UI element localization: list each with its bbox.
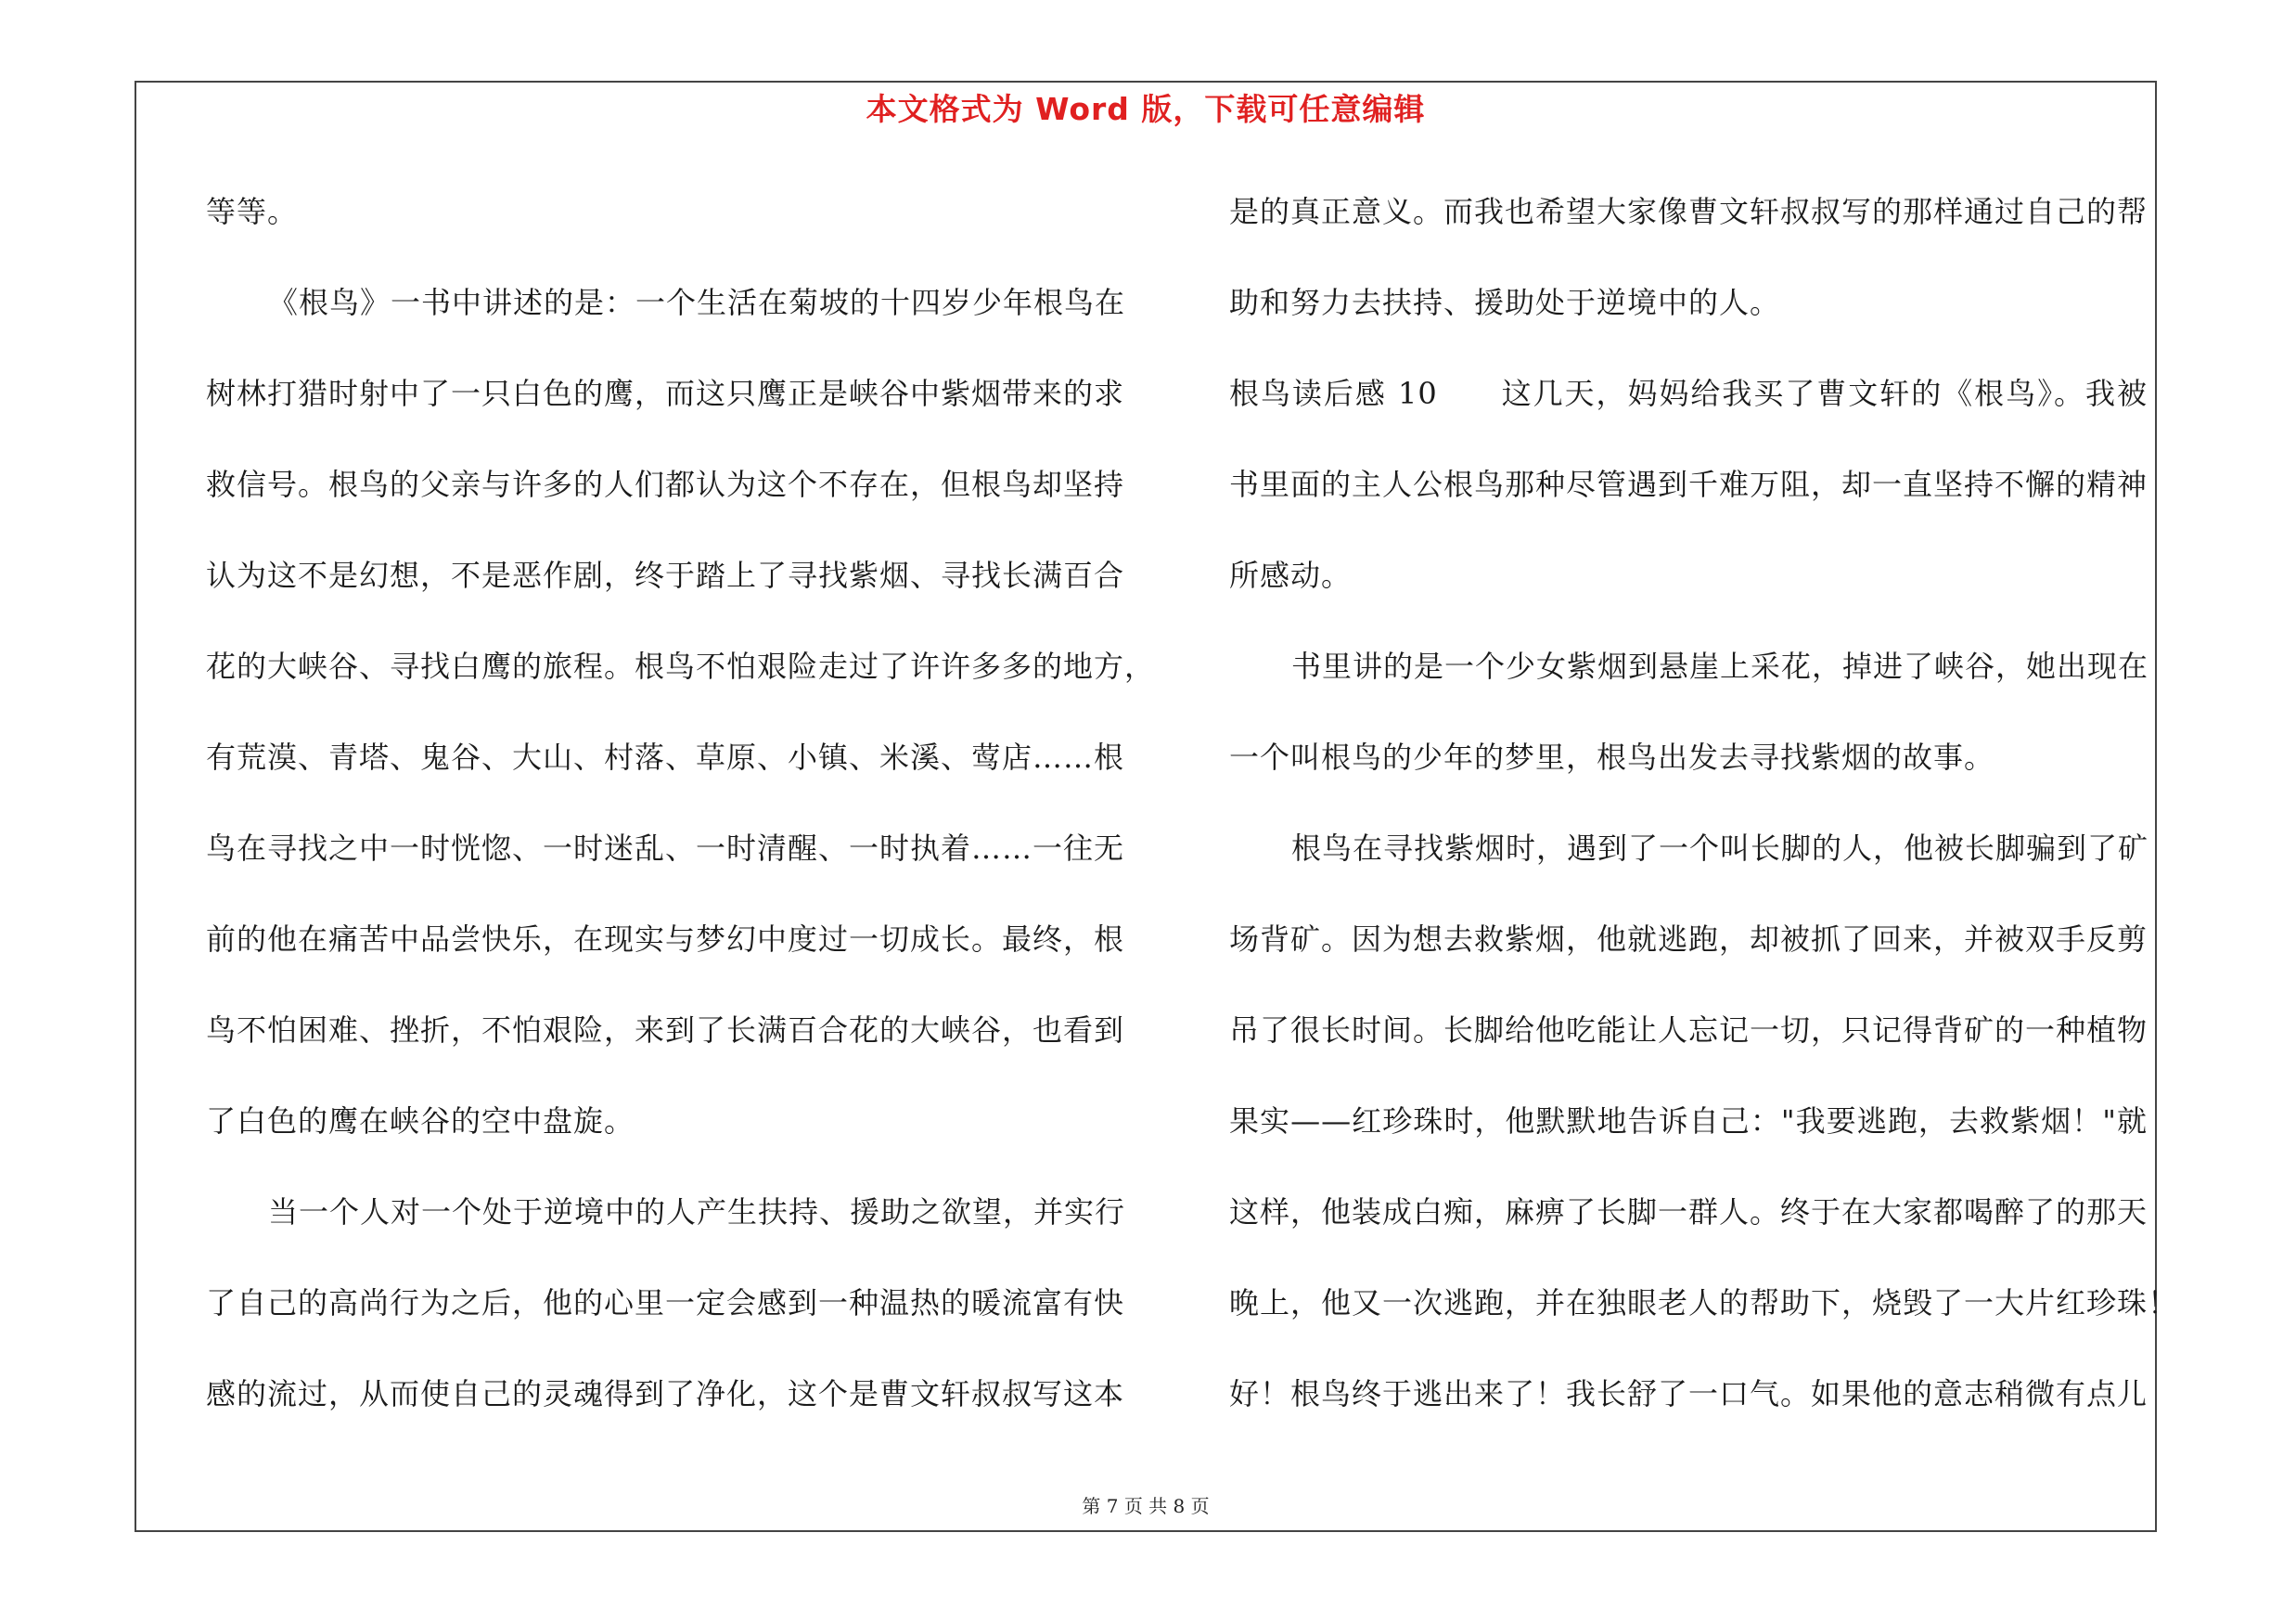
text-line: 认为这不是幻想，不是恶作剧，终于踏上了寻找紫烟、寻找长满百合: [206, 558, 1125, 593]
text-line: 花的大峡谷、寻找白鹰的旅程。根鸟不怕艰险走过了许许多多的地方，: [206, 649, 1156, 684]
text-line: 所感动。: [1229, 558, 1353, 593]
text-line: 吊了很长时间。长脚给他吃能让人忘记一切，只记得背矿的一种植物: [1229, 1012, 2148, 1048]
text-line: 了白色的鹰在峡谷的空中盘旋。: [206, 1103, 635, 1139]
text-line: 书里面的主人公根鸟那种尽管遇到千难万阻，却一直坚持不懈的精神: [1229, 467, 2148, 502]
text-line: 感的流过，从而使自己的灵魂得到了净化，这个是曹文轩叔叔写这本: [206, 1376, 1125, 1411]
text-line: 根鸟读后感 10 这几天，妈妈给我买了曹文轩的《根鸟》。我被: [1229, 376, 2148, 411]
text-line: 救信号。根鸟的父亲与许多的人们都认为这个不存在，但根鸟却坚持: [206, 467, 1125, 502]
text-line: 等等。: [206, 194, 299, 229]
text-line: 鸟不怕困难、挫折，不怕艰险，来到了长满百合花的大峡谷，也看到: [206, 1012, 1125, 1048]
text-line: 有荒漠、青塔、鬼谷、大山、村落、草原、小镇、米溪、莺店……根: [206, 740, 1125, 775]
text-line: 了自己的高尚行为之后，他的心里一定会感到一种温热的暖流富有快: [206, 1285, 1125, 1320]
text-line: 场背矿。因为想去救紫烟，他就逃跑，却被抓了回来，并被双手反剪: [1229, 921, 2148, 957]
right-text-column: [1229, 184, 2179, 1457]
page-number-footer: 第 7 页 共 8 页: [1082, 1495, 1210, 1517]
text-line: 根鸟在寻找紫烟时，遇到了一个叫长脚的人，他被长脚骗到了矿: [1291, 831, 2149, 866]
text-line: 是的真正意义。而我也希望大家像曹文轩叔叔写的那样通过自己的帮: [1229, 194, 2148, 229]
text-line: 一个叫根鸟的少年的梦里，根鸟出发去寻找紫烟的故事。: [1229, 740, 1995, 775]
text-line: 这样，他装成白痴，麻痹了长脚一群人。终于在大家都喝醉了的那天: [1229, 1194, 2148, 1230]
left-text-column: [206, 184, 1156, 1457]
text-line: 树林打猎时射中了一只白色的鹰，而这只鹰正是峡谷中紫烟带来的求: [206, 376, 1125, 411]
text-line: 果实——红珍珠时，他默默地告诉自己："我要逃跑，去救紫烟！"就: [1229, 1103, 2148, 1139]
text-line: 好！根鸟终于逃出来了！我长舒了一口气。如果他的意志稍微有点儿: [1229, 1376, 2148, 1411]
word-format-banner: 本文格式为 Word 版，下载可任意编辑: [866, 91, 1426, 127]
text-line: 当一个人对一个处于逆境中的人产生扶持、援助之欲望，并实行: [268, 1194, 1126, 1230]
text-line: 助和努力去扶持、援助处于逆境中的人。: [1229, 285, 1781, 320]
text-line: 晚上，他又一次逃跑，并在独眼老人的帮助下，烧毁了一大片红珍珠！: [1229, 1285, 2179, 1320]
text-line: 《根鸟》一书中讲述的是：一个生活在菊坡的十四岁少年根鸟在: [268, 285, 1126, 320]
text-line: 前的他在痛苦中品尝快乐，在现实与梦幻中度过一切成长。最终，根: [206, 921, 1125, 957]
text-line: 书里讲的是一个少女紫烟到悬崖上采花，掉进了峡谷，她出现在: [1291, 649, 2149, 684]
text-line: 鸟在寻找之中一时恍惚、一时迷乱、一时清醒、一时执着……一往无: [206, 831, 1125, 866]
